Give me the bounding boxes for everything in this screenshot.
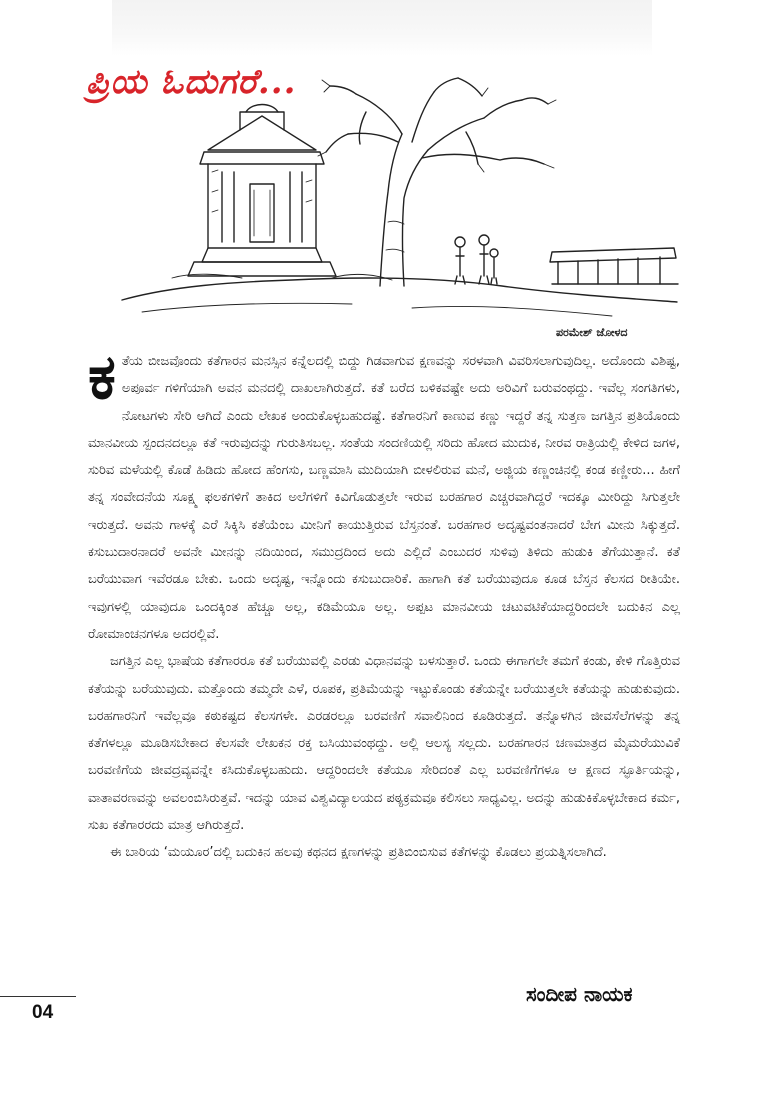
drop-cap: ಕ [88,340,116,413]
paragraph-text: ತೆಯ ಬೀಜವೊಂದು ಕತೆಗಾರನ ಮನಸ್ಸಿನ ಕನ್ನೆಲದಲ್ಲಿ ಬಿದ್ದು ಗಿಡವಾಗುವ ಕ್ಷಣವನ್ನು ಸರಳವಾಗಿ ವಿವರಿಸಲಾಗುವುದಿಲ್ಲ. ಅದೊಂದು ವಿಶಿಷ್ಟ, ಅಪೂರ್ವ ಗಳಿಗೆಯಾಗಿ ಅವನ ಮನದಲ್ಲಿ ದಾಖಲಾಗಿರುತ್ತದೆ. ಕತೆ ಬರೆದ ಬಳಿಕವಷ್ಟೇ ಅದು ಅರಿವಿಗೆ ಬರುವಂಥದ್ದು. ಇವೆಲ್ಲ ಸಂಗತಿಗಳು, ನೋಟಗಳು ಸೇರಿ ಆಗಿದೆ ಎಂದು ಲೇಖಕ ಅಂದುಕೊಳ್ಳಬಹುದಷ್ಟೆ. ಕತೆಗಾರನಿಗೆ ಕಾಣುವ ಕಣ್ಣು ಇದ್ದರೆ ತನ್ನ ಸುತ್ತಣ ಜಗತ್ತಿನ ಪ್ರತಿಯೊಂದು ಮಾನವೀಯ ಸ್ಪಂದನದಲ್ಲೂ ಕತೆ ಇರುವುದನ್ನು ಗುರುತಿಸಬಲ್ಲ. ಸಂತೆಯ ಸಂದಣಿಯಲ್ಲಿ ಸರಿದು ಹೋದ ಮುದುಕ, ನೀರವ ರಾತ್ರಿಯಲ್ಲಿ ಕೇಳಿದ ಜಗಳ, ಸುರಿವ ಮಳೆಯಲ್ಲಿ ಕೊಡೆ ಹಿಡಿದು ಹೋದ ಹೆಂಗಸು, ಬಣ್ಣಮಾಸಿ ಮುದಿಯಾಗಿ ಬೀಳಲಿರುವ ಮನೆ, ಅಜ್ಜಿಯ ಕಣ್ಣಂಚಿನಲ್ಲಿ ಕಂಡ ಕಣ್ಣೀರು... ಹೀಗೆ ತನ್ನ ಸಂವೇದನೆಯ ಸೂಕ್ಷ್ಮ ಫಲಕಗಳಿಗೆ ತಾಕಿದ ಅಲೆಗಳಿಗೆ ಕಿವಿಗೊಡುತ್ತಲೇ ಇರುವ ಬರಹಗಾರ ಎಚ್ಚರವಾಗಿದ್ದರೆ ಇದಕ್ಕೂ ಮೀರಿದ್ದು ಸಿಗುತ್ತಲೇ ಇರುತ್ತದೆ. ಅವನು ಗಾಳಕ್ಕೆ ಎರೆ ಸಿಕ್ಕಿಸಿ ಕತೆಯೆಂಬ ಮೀನಿಗೆ ಕಾಯುತ್ತಿರುವ ಬೆಸ್ತನಂತೆ. ಬರಹಗಾರ ಅದೃಷ್ಟವಂತನಾದರೆ ಬೇಗ ಮೀನು ಸಿಕ್ಕುತ್ತದೆ. ಕಸುಬುದಾರನಾದರೆ ಅವನೇ ಮೀನನ್ನು ನದಿಯಿಂದ, ಸಮುದ್ರದಿಂದ ಅದು ಎಲ್ಲಿದೆ ಎಂಬುದರ ಸುಳಿವು ತಿಳಿದು ಹುಡುಕಿ ತೆಗೆಯುತ್ತಾನೆ. ಕತೆ ಬರೆಯುವಾಗ ಇವೆರಡೂ ಬೇಕು. ಒಂದು ಅದೃಷ್ಟ, ಇನ್ನೊಂದು ಕಸುಬುದಾರಿಕೆ. ಹಾಗಾಗಿ ಕತೆ ಬರೆಯುವುದೂ ಕೂಡ ಬೆಸ್ತನ ಕೆಲಸದ ರೀತಿಯೇ. ಇವುಗಳಲ್ಲಿ ಯಾವುದೂ ಒಂದಕ್ಕಿಂತ ಹೆಚ್ಚೂ ಅಲ್ಲ, ಕಡಿಮೆಯೂ ಅಲ್ಲ. ಅಪ್ಪಟ ಮಾನವೀಯ ಚಟುವಟಿಕೆಯಾದ್ದರಿಂದಲೇ ಬದುಕಿನ ಎಲ್ಲ ರೋಮಾಂಚನಗಳೂ ಅದರಲ್ಲಿವೆ. [88,354,680,642]
illustration-credit: ಪರಮೇಶ್ ಜೋಳದ [556,326,628,339]
article-paragraph [88,340,680,648]
top-scan-shadow [112,0,652,56]
editorial-heading: ಪ್ರಿಯ ಓದುಗರೆ... [86,62,297,102]
article-body [88,340,680,867]
page-number: 04 [32,1002,54,1023]
page-number-rule [0,996,76,997]
article-paragraph: ಜಗತ್ತಿನ ಎಲ್ಲ ಭಾಷೆಯ ಕತೆಗಾರರೂ ಕತೆ ಬರೆಯುವಲ್ಲಿ ಎರಡು ವಿಧಾನವನ್ನು ಬಳಸುತ್ತಾರೆ. ಒಂದು ಈಗಾಗಲೇ ತಮಗೆ ಕಂಡು, ಕೇಳಿ ಗೊತ್ತಿರುವ ಕತೆಯನ್ನು ಬರೆಯುವುದು. ಮತ್ತೊಂದು ತಮ್ಮದೇ ಎಳೆ, ರೂಪಕ, ಪ್ರತಿಮೆಯನ್ನು ಇಟ್ಟುಕೊಂಡು ಕತೆಯನ್ನೇ ಬರೆಯುತ್ತಲೇ ಕತೆಯನ್ನು ಹುಡುಕುವುದು. ಬರಹಗಾರನಿಗೆ ಇವೆಲ್ಲವೂ ಕಠುಕಷ್ಟದ ಕೆಲಸಗಳೇ. ಎರಡರಲ್ಲೂ ಬರವಣಿಗೆ ಸವಾಲಿನಿಂದ ಕೂಡಿರುತ್ತದೆ. ತನ್ನೊಳಗಿನ ಜೀವಸೆಲೆಗಳನ್ನು ತನ್ನ ಕತೆಗಳಲ್ಲೂ ಮೂಡಿಸಬೇಕಾದ ಕೆಲಸವೇ ಲೇಖಕನ ರಕ್ತ ಬಸಿಯುವಂಥದ್ದು. ಅಲ್ಲಿ ಆಲಸ್ಯ ಸಲ್ಲದು. ಬರಹಗಾರನ ಚಣಮಾತ್ರದ ಮೈಮರೆಯುವಿಕೆ ಬರವಣಿಗೆಯ ಜೀವದ್ರವ್ಯವನ್ನೇ ಕಸಿದುಕೊಳ್ಳಬಹುದು. ಆದ್ದರಿಂದಲೇ ಕತೆಯೂ ಸೇರಿದಂತೆ ಎಲ್ಲ ಬರವಣಿಗೆಗಳೂ ಆ ಕ್ಷಣದ ಸ್ಫೂರ್ತಿಯನ್ನು, ವಾತಾವರಣವನ್ನು ಅವಲಂಬಿಸಿರುತ್ತವೆ. ಇದನ್ನು ಯಾವ ವಿಶ್ವವಿದ್ಯಾಲಯದ ಪಠ್ಯಕ್ರಮವೂ ಕಲಿಸಲು ಸಾಧ್ಯವಿಲ್ಲ. ಅದನ್ನು ಹುಡುಕಿಕೊಳ್ಳಬೇಕಾದ ಕರ್ಮ, ಸುಖ ಕತೆಗಾರರದು ಮಾತ್ರ ಆಗಿರುತ್ತದೆ. [88,654,680,834]
article-paragraph: ಈ ಬಾರಿಯ ‘ಮಯೂರ’ದಲ್ಲಿ ಬದುಕಿನ ಹಲವು ಕಥನದ ಕ್ಷಣಗಳನ್ನು ಪ್ರತಿಬಿಂಬಿಸುವ ಕತೆಗಳನ್ನು ಕೊಡಲು ಪ್ರಯತ್ನಿಸಲಾಗಿದೆ. [110,845,607,861]
author-signature: ಸಂದೀಪ ನಾಯಕ [526,982,633,1006]
temple-tree-sketch [112,72,684,334]
